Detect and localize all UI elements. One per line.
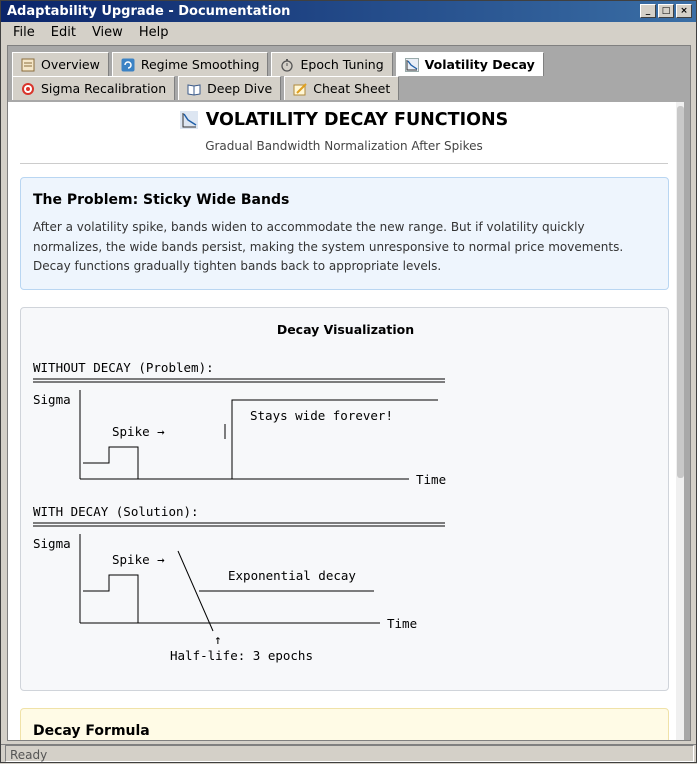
with-note: Exponential decay: [228, 568, 356, 583]
notepad-icon: [21, 58, 35, 72]
problem-card: [20, 177, 669, 290]
tab-regime-smoothing[interactable]: [112, 52, 269, 76]
tab-overview[interactable]: [12, 52, 109, 76]
viz-title: Decay Visualization: [276, 322, 415, 337]
stopwatch-icon: [280, 58, 294, 72]
status-bar: [1, 744, 696, 762]
without-xlabel: Time: [416, 472, 447, 487]
page-header: [20, 110, 668, 164]
tab-label: Overview: [41, 56, 100, 72]
tab-label: Epoch Tuning: [300, 56, 384, 72]
tab-deep-dive[interactable]: [178, 76, 281, 100]
maximize-button[interactable]: □: [658, 4, 674, 18]
decay-chart-icon: [180, 111, 198, 129]
book-icon: [187, 82, 201, 96]
tab-label: Sigma Recalibration: [41, 80, 167, 96]
tab-volatility-decay[interactable]: [396, 52, 544, 76]
refresh-icon: [121, 58, 135, 72]
scrollbar-thumb[interactable]: [677, 106, 684, 478]
tab-label: Volatility Decay: [424, 56, 535, 72]
page-subtitle: Gradual Bandwidth Normalization After Spikes: [205, 139, 483, 153]
target-icon: [21, 82, 35, 96]
menu-view[interactable]: View: [91, 25, 123, 40]
visualization-card: [20, 307, 669, 691]
menu-edit[interactable]: Edit: [50, 25, 76, 40]
problem-text: After a volatility spike, bands widen to accommodate the new range. But if volatility quickly normalizes, the wide bands persist, making the system unresponsive to normal price movements. Decay functions gradually tighten bands back to appropriate levels.: [33, 220, 624, 273]
tab-strip: [12, 52, 692, 100]
without-ylabel: Sigma: [33, 392, 71, 407]
page-title-text: VOLATILITY DECAY FUNCTIONS: [205, 110, 509, 130]
halflife-arrow: ↑: [214, 632, 222, 647]
status-text: Ready: [5, 745, 694, 762]
halflife-label: Half-life: 3 epochs: [170, 648, 313, 663]
problem-title: The Problem: Sticky Wide Bands: [33, 192, 290, 208]
window-title: Adaptability Upgrade - Documentation: [7, 4, 291, 19]
formula-card: [20, 708, 669, 740]
page-title: [180, 110, 508, 130]
tab-label: Deep Dive: [207, 80, 273, 96]
title-bar: [1, 1, 696, 22]
with-decay-heading: WITH DECAY (Solution):: [33, 504, 199, 519]
tab-content-panel[interactable]: [8, 102, 684, 740]
tab-epoch-tuning[interactable]: [271, 52, 392, 76]
minimize-button[interactable]: _: [640, 4, 656, 18]
memo-icon: [293, 82, 307, 96]
with-ylabel: Sigma: [33, 536, 71, 551]
tab-sigma-recalibration[interactable]: [12, 76, 175, 100]
decay-chart-icon: [405, 58, 419, 72]
tab-label: Regime Smoothing: [140, 56, 260, 72]
menu-help[interactable]: Help: [138, 25, 169, 40]
without-spike-label: Spike →: [112, 424, 165, 439]
with-spike-label: Spike →: [112, 552, 165, 567]
decay-diagram: [21, 308, 670, 692]
tab-cheat-sheet[interactable]: [284, 76, 399, 100]
tab-control: [7, 45, 691, 741]
menu-file[interactable]: File: [13, 25, 35, 40]
tab-label: Cheat Sheet: [313, 80, 391, 96]
without-note: Stays wide forever!: [250, 408, 393, 423]
menu-bar: [1, 22, 696, 43]
formula-title: Decay Formula: [33, 723, 150, 739]
close-button[interactable]: ×: [676, 4, 692, 18]
vertical-scrollbar[interactable]: [676, 102, 684, 740]
without-decay-heading: WITHOUT DECAY (Problem):: [33, 360, 214, 375]
with-xlabel: Time: [387, 616, 418, 631]
